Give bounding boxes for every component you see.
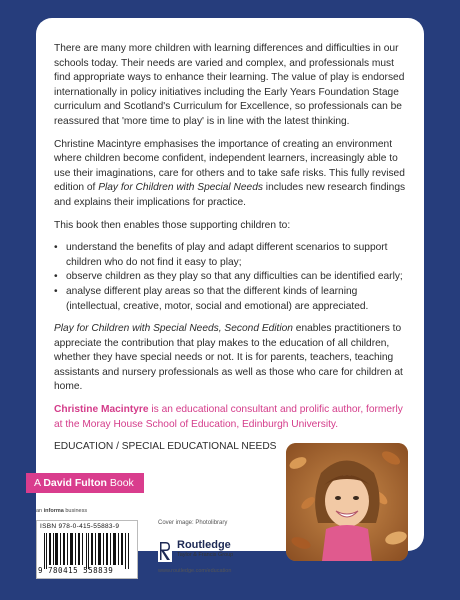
author-name: Christine Macintyre (54, 404, 149, 416)
paragraph-2-text-b: includes new research findings and explains their implications for practice. (54, 182, 406, 208)
imprint-brand: David Fulton (43, 477, 107, 489)
isbn-digits: 9 780415 558839 (38, 566, 114, 575)
author-bio-text: is an educational consultant and prolific author, formerly at the Moray House School of Education, Edinburgh University. (54, 404, 403, 430)
blurb-paragraph-2 (54, 138, 406, 211)
child-photo (286, 443, 408, 561)
isbn-label: ISBN 978-0-415-55883-9 (40, 523, 120, 530)
book-title-edition: Play for Children with Special Needs, Second Edition (54, 323, 293, 335)
imprint-prefix: A (34, 477, 44, 489)
list-item: • understand the benefits of play and adapt different scenarios to support children who do not find it easy to play; (66, 241, 406, 270)
child-in-leaves-image (286, 443, 408, 561)
publisher-group: Taylor & Francis Group (177, 552, 234, 558)
routledge-logo-icon (158, 540, 172, 562)
publisher-url[interactable]: www.routledge.com/education (158, 568, 232, 574)
publisher-name: Routledge (177, 539, 231, 551)
benefits-list (54, 241, 406, 314)
imprint-suffix: Book (106, 477, 134, 489)
blurb (54, 42, 406, 463)
blurb-paragraph-1: There are many more children with learning differences and difficulties in our schools today. Their needs are varied and complex, and professionals must find appropriate ways to enhance their learning. The value of play is endorsed internationally in policy initiatives including the Early Years Foundation Stage curriculum and Scotland's Curriculum for Excellence, so professionals can be reassured that 'more time to play' is in line with the latest thinking. (54, 43, 405, 127)
informa-name: informa (43, 508, 64, 514)
list-item: • analyse different play areas so that the different kinds of learning (intellectual, creative, motor, social and emotional) are appreciated. (66, 285, 406, 314)
barcode-icon (44, 533, 130, 569)
blurb-paragraph-4 (54, 322, 406, 395)
informa-prefix: an (36, 508, 44, 514)
book-title-inline: Play for Children with Special Needs (98, 182, 263, 194)
informa-label (36, 508, 87, 514)
imprint-banner (26, 473, 144, 493)
cover-image-credit: Cover image: Photolibrary (158, 520, 228, 526)
paragraph-2-text-a: Christine Macintyre emphasises the importance of creating an environment where children become confident, independent learners, increasingly able to use their imaginations, care for others and to take safe risks. This fully revised edition of (54, 138, 405, 194)
blurb-paragraph-3: This book then enables those supporting children to: (54, 219, 291, 231)
author-bio (54, 403, 406, 432)
informa-business: business (63, 508, 88, 514)
paragraph-4-text: enables practitioners to appreciate the contribution that play makes to the education of all children, whether they have special needs or not. It is for parents, teachers, teaching assistants and nursery professionals as well as those who care for children at home. (54, 323, 403, 393)
list-item: • observe children as they play so that any difficulties can be identified early; (66, 270, 406, 285)
subject-category: EDUCATION / SPECIAL EDUCATIONAL NEEDS (54, 441, 277, 453)
